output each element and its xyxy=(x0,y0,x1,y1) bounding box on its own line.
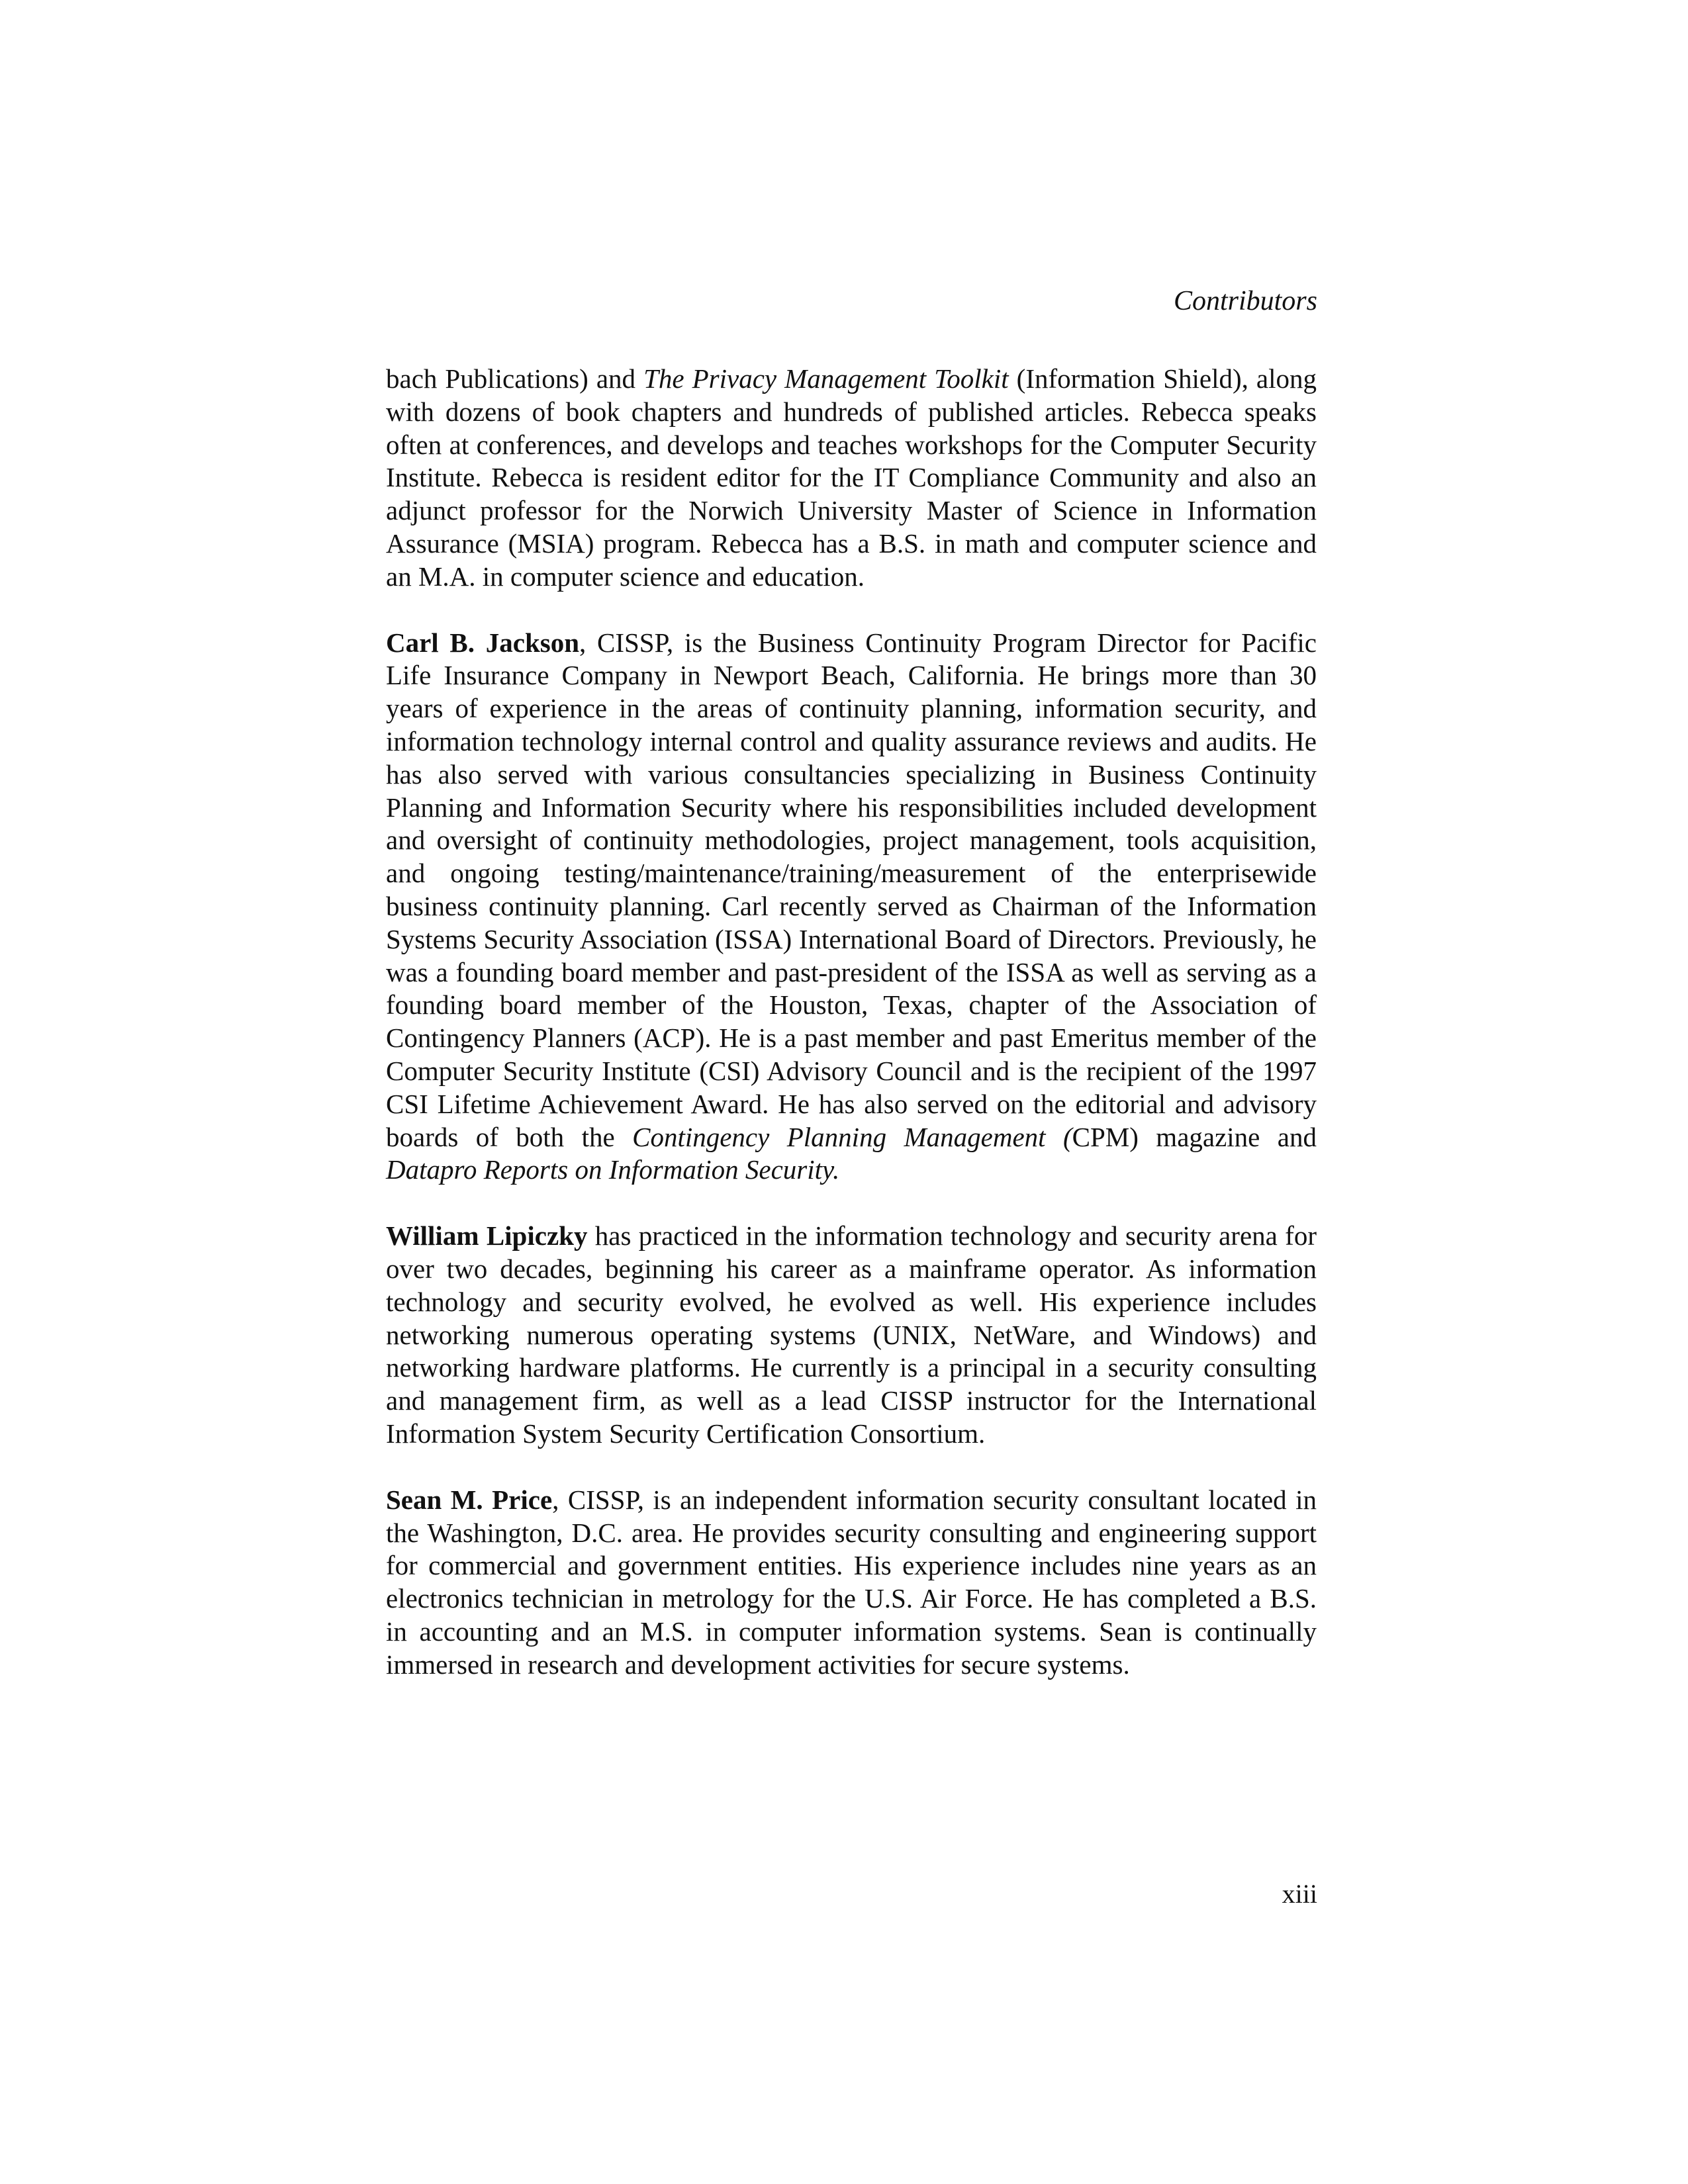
contributor-name: William Lipiczky xyxy=(386,1220,588,1251)
contributor-name: Carl B. Jackson xyxy=(386,627,580,658)
contributor-name: Sean M. Price xyxy=(386,1484,553,1515)
book-title: The Privacy Management Toolkit xyxy=(643,363,1009,394)
bio-carl-jackson xyxy=(386,627,1317,1187)
bio-text: (Information Shield), along with dozens of book chapters and hundreds of published articles. Rebecca speaks often at conferences, and develops and teaches workshops for the Computer Security Institute. Rebecca is resident editor for the IT Compliance Community and also an adjunct professor for the Norwich University Master of Science in Information Assurance (MSIA) program. Rebecca has a B.S. in math and computer science and an M.A. in computer science and education. xyxy=(386,363,1317,592)
running-head-title: Contributors xyxy=(1173,286,1317,316)
bio-text: CPM) magazine and xyxy=(1072,1121,1317,1152)
reports-title: Datapro Reports on Information Security. xyxy=(386,1154,840,1185)
bio-sean-price xyxy=(386,1484,1317,1682)
body-text xyxy=(386,363,1317,1714)
bio-william-lipiczky xyxy=(386,1220,1317,1451)
bio-text: has practiced in the information technology and security arena for over two decades, beginning his career as a mainframe operator. As information technology and security evolved, he evolved as well. His experience includes networking numerous operating systems (UNIX, NetWare, and Windows) and networking hardware platforms. He currently is a principal in a security consulting and management firm, as well as a lead CISSP instructor for the International Information System Security Certification Consortium. xyxy=(386,1220,1317,1449)
magazine-title: Contingency Planning Management ( xyxy=(632,1121,1072,1152)
page-number: xiii xyxy=(1282,1879,1317,1909)
bio-text: bach Publications) and xyxy=(386,363,644,394)
bio-continued-paragraph xyxy=(386,363,1317,594)
bio-text: , CISSP, is the Business Continuity Program Director for Pacific Life Insurance Company in Newport Beach, California. He brings more than 30 years of experience in the areas of continuity planning, information security, and information technology internal control and quality assurance reviews and audits. He has also served with various consultancies specializing in Business Continuity Planning and Information Security where his responsibilities included development and oversight of continuity methodologies, project management, tools acquisition, and ongoing testing/maintenance/training/measurement of the enterprisewide business continuity planning. Carl recently served as Chairman of the Information Systems Security Association (ISSA) International Board of Directors. Previously, he was a founding board member and past-president of the ISSA as well as serving as a founding board member of the Houston, Texas, chapter of the Association of Contingency Planners (ACP). He is a past member and past Emeritus member of the Computer Security Institute (CSI) Advisory Council and is the recipient of the 1997 CSI Lifetime Achievement Award. He has also served on the editorial and advisory boards of both the xyxy=(386,627,1317,1152)
bio-text: , CISSP, is an independent information security consultant located in the Washington, D.C. area. He provides security consulting and engineering support for commercial and government entities. His experience includes nine years as an electronics technician in metrology for the U.S. Air Force. He has completed a B.S. in accounting and an M.S. in computer information systems. Sean is continually immersed in research and development activities for secure systems. xyxy=(386,1484,1317,1680)
